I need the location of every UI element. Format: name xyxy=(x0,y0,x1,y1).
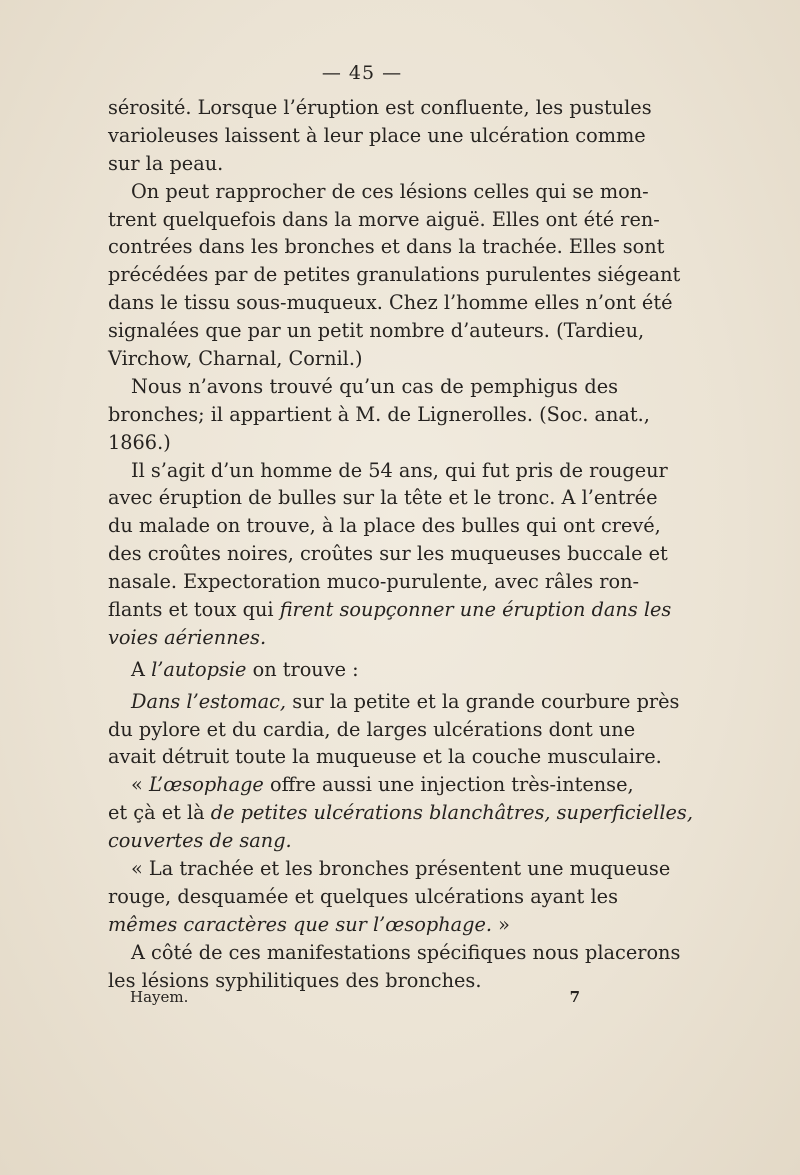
text-line xyxy=(108,688,680,716)
text-segment: A xyxy=(131,657,152,681)
text-line: du pylore et du cardia, de larges ulcérations dont une xyxy=(108,717,636,741)
text-line: les lésions syphilitiques des bronches. xyxy=(108,968,482,992)
text-line xyxy=(108,596,672,624)
body-text xyxy=(108,94,693,995)
italic-text: firent soupçonner une éruption dans les xyxy=(279,598,672,622)
text-segment: on trouve : xyxy=(246,657,359,681)
text-line xyxy=(108,911,618,939)
text-segment: » xyxy=(492,912,510,936)
paragraph-4 xyxy=(108,457,672,652)
text-line: du malade on trouve, à la place des bulles qui ont crevé, xyxy=(108,514,661,538)
text-line: sur la peau. xyxy=(108,151,224,175)
text-line: avec éruption de bulles sur la tête et le tronc. A l’entrée xyxy=(108,486,658,510)
paragraph-8 xyxy=(108,855,671,939)
text-line: dans le tissu sous-muqueux. Chez l’homme elles n’ont été xyxy=(108,291,673,315)
paragraph-5 xyxy=(108,656,618,684)
text-line: nasale. Expectoration muco-purulente, avec râles ron- xyxy=(108,570,640,594)
text-segment: offre aussi une injection très-intense, xyxy=(263,773,634,797)
text-line: « La trachée et les bronches présentent une muqueuse xyxy=(131,857,671,881)
text-line xyxy=(108,656,618,684)
text-segment: « xyxy=(131,773,149,797)
paragraph-1 xyxy=(108,94,652,178)
paragraph-6 xyxy=(108,688,680,772)
text-line: rouge, desquamée et quelques ulcérations ayant les xyxy=(108,884,618,908)
paragraph-7 xyxy=(108,771,693,855)
text-line: précédées par de petites granulations purulentes siégeant xyxy=(108,263,681,287)
paragraph-9 xyxy=(108,939,681,995)
text-line: signalées que par un petit nombre d’auteurs. (Tardieu, xyxy=(108,319,645,343)
text-line: bronches; il appartient à M. de Lignerolles. (Soc. anat., xyxy=(108,402,650,426)
text-line: avait détruit toute la muqueuse et la couche musculaire. xyxy=(108,745,662,769)
italic-text: l’autopsie xyxy=(151,657,247,681)
text-line: Nous n’avons trouvé qu’un cas de pemphigus des xyxy=(131,374,618,398)
text-line: des croûtes noires, croûtes sur les muqueuses buccale et xyxy=(108,542,668,566)
text-line xyxy=(108,771,634,799)
page-number: — 45 — xyxy=(321,62,403,84)
paragraph-2 xyxy=(108,178,681,373)
italic-text: de petites ulcérations blanchâtres, superficielles, xyxy=(210,801,693,825)
signature-mark: 7 xyxy=(569,988,580,1006)
text-line: contrées dans les bronches et dans la trachée. Elles sont xyxy=(108,235,665,259)
footer-author: Hayem. xyxy=(130,988,189,1006)
text-line xyxy=(108,827,618,855)
text-line: Virchow, Charnal, Cornil.) xyxy=(108,347,363,371)
text-line xyxy=(108,624,618,652)
text-line: 1866.) xyxy=(108,430,171,454)
italic-text: couvertes de sang. xyxy=(108,829,292,853)
text-line xyxy=(108,799,693,827)
text-line: trent quelquefois dans la morve aiguë. Elles ont été ren- xyxy=(108,207,660,231)
text-segment: sur la petite et la grande courbure près xyxy=(286,689,680,713)
text-line: sérosité. Lorsque l’éruption est confluente, les pustules xyxy=(108,96,652,119)
text-line: On peut rapprocher de ces lésions celles qui se mon- xyxy=(131,179,649,203)
text-line: Il s’agit d’un homme de 54 ans, qui fut pris de rougeur xyxy=(131,458,668,482)
italic-text: Dans l’estomac, xyxy=(131,689,287,713)
text-line: varioleuses laissent à leur place une ulcération comme xyxy=(108,123,646,147)
italic-text: mêmes caractères que sur l’œsophage. xyxy=(108,912,492,936)
text-segment: flants et toux qui xyxy=(108,598,274,622)
text-segment: et çà et là xyxy=(108,801,211,825)
paragraph-3 xyxy=(108,373,650,457)
italic-text: voies aériennes. xyxy=(108,625,267,649)
italic-text: L’œsophage xyxy=(148,773,264,797)
text-line: A côté de ces manifestations spécifiques nous placerons xyxy=(131,940,681,964)
